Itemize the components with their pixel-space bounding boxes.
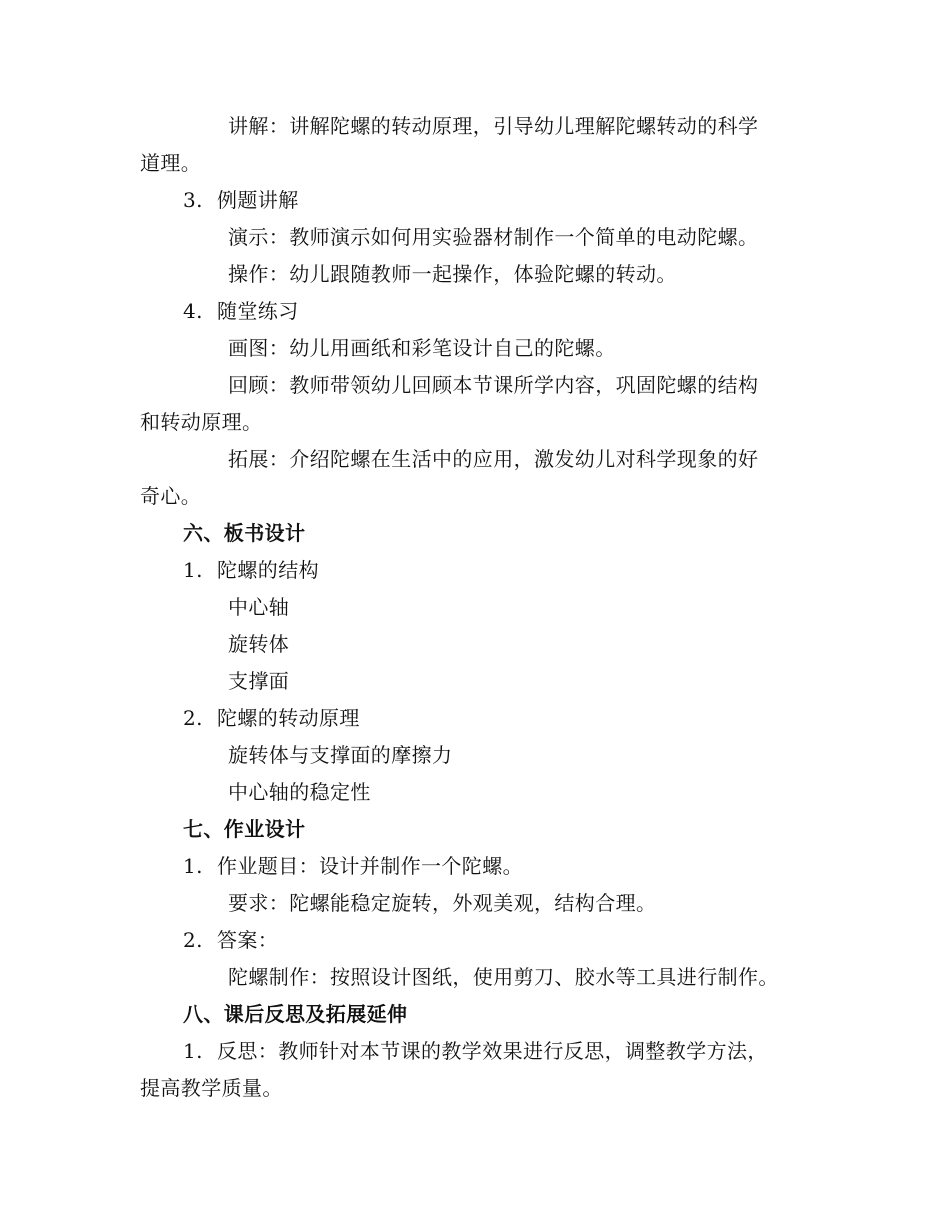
paragraph-answer-detail: 陀螺制作：按照设计图纸，使用剪刀、胶水等工具进行制作。 bbox=[228, 965, 779, 989]
list-number: 2. bbox=[183, 928, 203, 952]
list-number: 1. bbox=[183, 558, 203, 582]
section-heading-reflection: 八、课后反思及拓展延伸 bbox=[183, 1002, 408, 1026]
paragraph-draw: 画图：幼儿用画纸和彩笔设计自己的陀螺。 bbox=[228, 336, 616, 360]
list-item-principle: 2. 陀螺的转动原理 bbox=[183, 706, 360, 730]
list-subitem-axis: 中心轴 bbox=[228, 595, 290, 619]
list-item-homework-topic: 1. 作业题目：设计并制作一个陀螺。 bbox=[183, 854, 523, 878]
list-subitem-stability: 中心轴的稳定性 bbox=[228, 780, 371, 804]
paragraph-extend-line-2: 奇心。 bbox=[140, 484, 202, 508]
list-subitem-surface: 支撑面 bbox=[228, 669, 290, 693]
list-item-answer: 2. 答案： bbox=[183, 928, 279, 952]
paragraph-review-line-1: 回顾：教师带领幼儿回顾本节课所学内容，巩固陀螺的结构 bbox=[228, 373, 759, 397]
paragraph-operate: 操作：幼儿跟随教师一起操作，体验陀螺的转动。 bbox=[228, 262, 677, 286]
list-subitem-friction: 旋转体与支撑面的摩擦力 bbox=[228, 743, 453, 767]
paragraph-demo: 演示：教师演示如何用实验器材制作一个简单的电动陀螺。 bbox=[228, 225, 759, 249]
list-item-practice: 4. 随堂练习 bbox=[183, 299, 299, 323]
paragraph-explain-line-1: 讲解：讲解陀螺的转动原理，引导幼儿理解陀螺转动的科学 bbox=[228, 114, 759, 138]
list-number: 4. bbox=[183, 299, 203, 323]
list-number: 3. bbox=[183, 188, 203, 212]
paragraph-review-line-2: 和转动原理。 bbox=[140, 410, 263, 434]
list-number: 2. bbox=[183, 706, 203, 730]
paragraph-reflection-line-2: 提高教学质量。 bbox=[140, 1076, 283, 1100]
paragraph-explain-line-2: 道理。 bbox=[140, 151, 202, 175]
list-item-structure: 1. 陀螺的结构 bbox=[183, 558, 319, 582]
list-item-reflection: 1. 反思：教师针对本节课的教学效果进行反思，调整教学方法， bbox=[183, 1039, 768, 1063]
paragraph-extend-line-1: 拓展：介绍陀螺在生活中的应用，激发幼儿对科学现象的好 bbox=[228, 447, 759, 471]
list-number: 1. bbox=[183, 854, 203, 878]
list-subitem-body: 旋转体 bbox=[228, 632, 290, 656]
paragraph-requirements: 要求：陀螺能稳定旋转，外观美观，结构合理。 bbox=[228, 891, 657, 915]
list-number: 1. bbox=[183, 1039, 203, 1063]
section-heading-board-design: 六、板书设计 bbox=[183, 521, 306, 545]
list-item-example: 3. 例题讲解 bbox=[183, 188, 299, 212]
section-heading-homework: 七、作业设计 bbox=[183, 817, 306, 841]
